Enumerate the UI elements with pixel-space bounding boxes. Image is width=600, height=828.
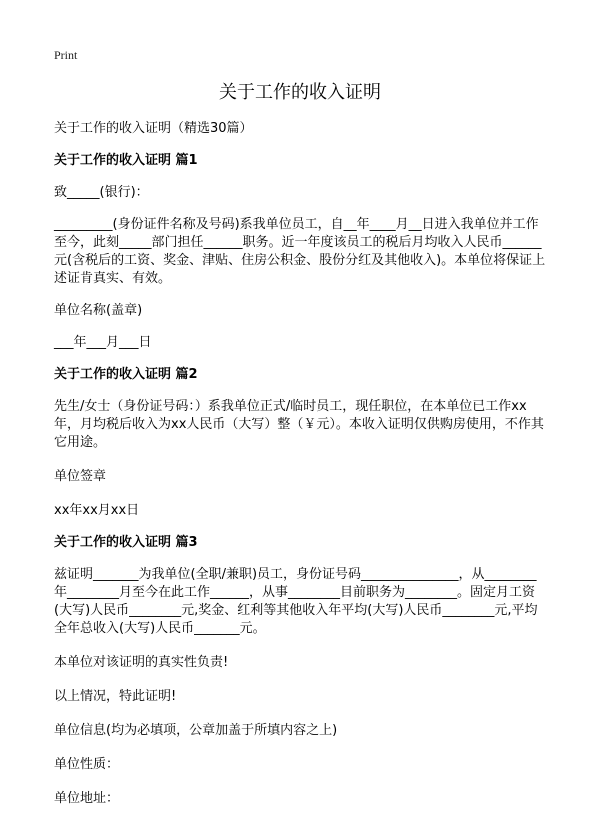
unit-signature-line: 单位签章 <box>54 469 107 484</box>
section-heading-2: 关于工作的收入证明 篇2 <box>54 367 198 382</box>
addressee-line: 致_____(银行)： <box>54 185 149 200</box>
document-body <box>54 120 548 808</box>
unit-info-heading: 单位信息(均为必填项，公章加盖于所填内容之上) <box>54 723 338 738</box>
responsibility-statement: 本单位对该证明的真实性负责! <box>54 655 229 670</box>
certificate-paragraph-1: _________(身份证件名称及号码)系我单位员工，自__年____月__日进入我单位并工作至今，此刻_____部门担任______职务。近一年度该员工的税后月均收入人民币______元(含税后的工资、奖金、津贴、住房公积金、股份分红及其他收入)。本单位将保证上述证肯真实、有效。 <box>54 217 546 286</box>
date-line-2: xx年xx月xx日 <box>54 503 140 518</box>
certificate-paragraph-3: 兹证明_______为我单位(全职/兼职)员工，身份证号码_______________，从________年________月至今在此工作______，从事________目前职务为________。固定月工资(大写)人民币________元,奖金、红利等其他收入年平均(大写)人民币________元,平均全年总收入(大写)人民币_______元。 <box>54 567 538 636</box>
unit-name-line: 单位名称(盖章) <box>54 303 143 318</box>
certificate-paragraph-2: 先生/女士（身份证号码：）系我单位正式/临时员工，现任职位，在本单位已工作xx年，月均税后收入为xx人民币（大写）整（￥元）。本收入证明仅供购房使用，不作其它用途。 <box>54 399 544 450</box>
date-line-1: ___年___月___日 <box>54 335 152 350</box>
section-heading-3: 关于工作的收入证明 篇3 <box>54 535 198 550</box>
document-title: 关于工作的收入证明 <box>219 82 381 103</box>
document-subtitle: 关于工作的收入证明（精选30篇） <box>54 121 253 136</box>
unit-nature-line: 单位性质： <box>54 757 120 772</box>
print-link[interactable]: Print <box>54 48 78 62</box>
unit-address-line: 单位地址： <box>54 791 120 806</box>
section-heading-1: 关于工作的收入证明 篇1 <box>54 153 198 168</box>
closing-statement: 以上情况，特此证明! <box>54 689 177 704</box>
